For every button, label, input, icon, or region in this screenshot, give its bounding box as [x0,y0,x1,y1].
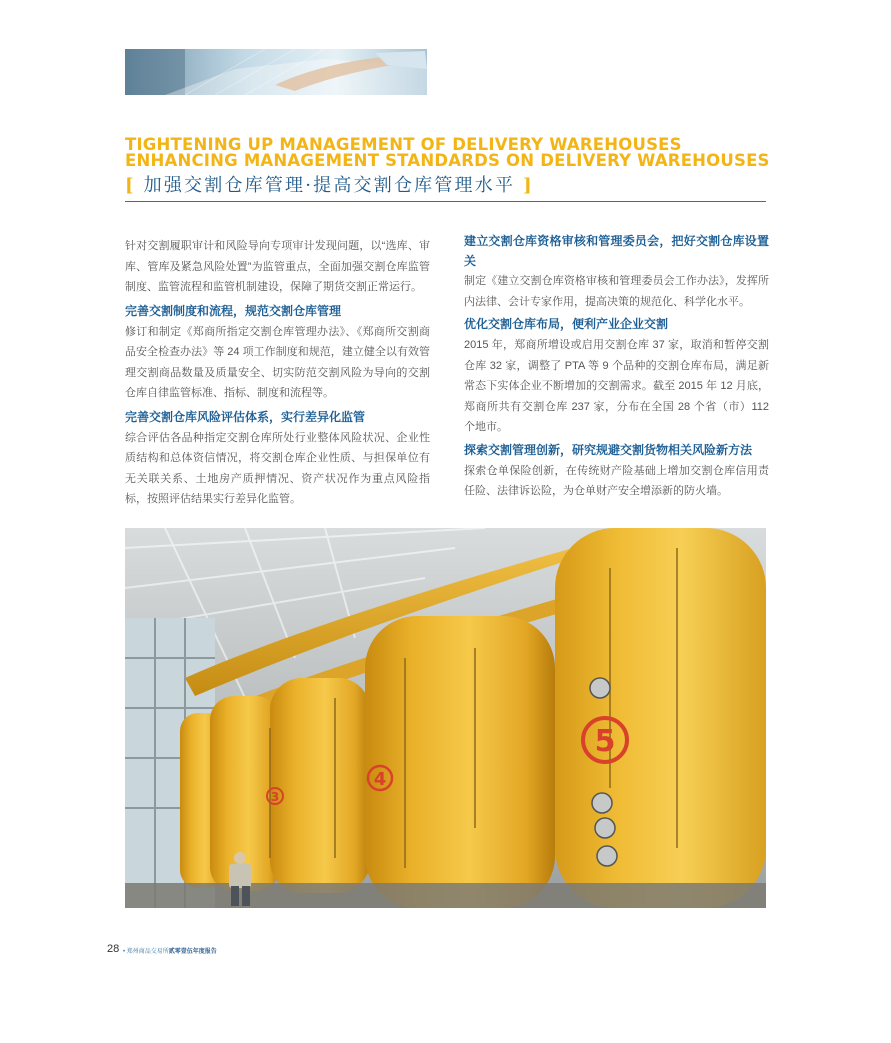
section-heading: 探索交割管理创新，研究规避交割货物相关风险新方法 [464,442,753,457]
header-photo [125,49,427,95]
section-heading: 完善交割制度和流程，规范交割仓库管理 [125,303,342,318]
footer-report: 贰零壹伍年度报告 [168,949,217,955]
intro-paragraph: 针对交割履职审计和风险导向专项审计发现问题，以“选库、审库、管库及紧急风险处置”为监管重点，全面加强交割仓库监管制度、监管流程和监管机制建设，保障了期货交割正常运行。 [125,240,430,293]
title-bracket-close: ] [523,175,534,196]
title-chinese [125,173,534,199]
title-english-line-1: TIGHTENING UP MANAGEMENT OF DELIVERY WAREHOUSES [125,135,682,154]
section-body: 探索仓单保险创新，在传统财产险基础上增加交割仓库信用责任险、法律诉讼险，为仓单财产安全增添新的防火墙。 [464,464,769,497]
left-column [125,236,430,510]
section-body: 综合评估各品种指定交割仓库所处行业整体风险状况、企业性质结构和总体资信情况，将交割仓库企业性质、与担保单位有无关联关系、土地房产质押情况、资产状况作为重点风险指标，按照评估结果实行差异化监管。 [125,431,430,505]
tank-number-3: 3 [270,790,280,804]
title-bracket-open: [ [125,175,136,196]
footer-org: 郑州商品交易所 [126,949,169,955]
section-body: 修订和制定《郑商所指定交割仓库管理办法》、《郑商所交割商品安全检查办法》等 24 项工作制度和规范，建立健全以有效管理交割商品数量及质量安全、切实防范交割风险为导向的交割仓库自律监管标准、指标、制度和流程等。 [125,325,430,399]
tank-number-4: 4 [373,769,387,790]
warehouse-tanks-photo [125,528,766,908]
page-number: 28 [107,943,120,955]
right-column [464,232,769,502]
title-divider [125,201,766,202]
footer-report-name [123,946,217,955]
title-english-line-2: ENHANCING MANAGEMENT STANDARDS ON DELIVERY WAREHOUSES [125,151,770,170]
section-body: 制定《建立交割仓库资格审核和管理委员会工作办法》，发挥所内法律、会计专家作用，提高决策的规范化、科学化水平。 [464,275,769,308]
footer-separator: • [123,949,126,955]
section-body: 2015 年，郑商所增设或启用交割仓库 37 家，取消和暂停交割仓库 32 家，调整了 PTA 等 9 个品种的交割仓库布局，满足新常态下实体企业不断增加的交割需求。截至 2015 年 12 月底，郑商所共有交割仓库 237 家，分布在全国 28 个省（市）112 个地市。 [464,339,769,433]
section-heading: 完善交割仓库风险评估体系，实行差异化监管 [125,409,366,424]
tank-number-5: 5 [594,724,616,759]
section-heading: 优化交割仓库布局，便利产业企业交割 [464,317,669,331]
title-chinese-text: 加强交割仓库管理·提高交割仓库管理水平 [143,175,516,196]
warehouse-tanks-graphic [125,528,766,908]
section-heading: 建立交割仓库资格审核和管理委员会，把好交割仓库设置关 [464,234,769,268]
header-photo-graphic [125,49,427,95]
